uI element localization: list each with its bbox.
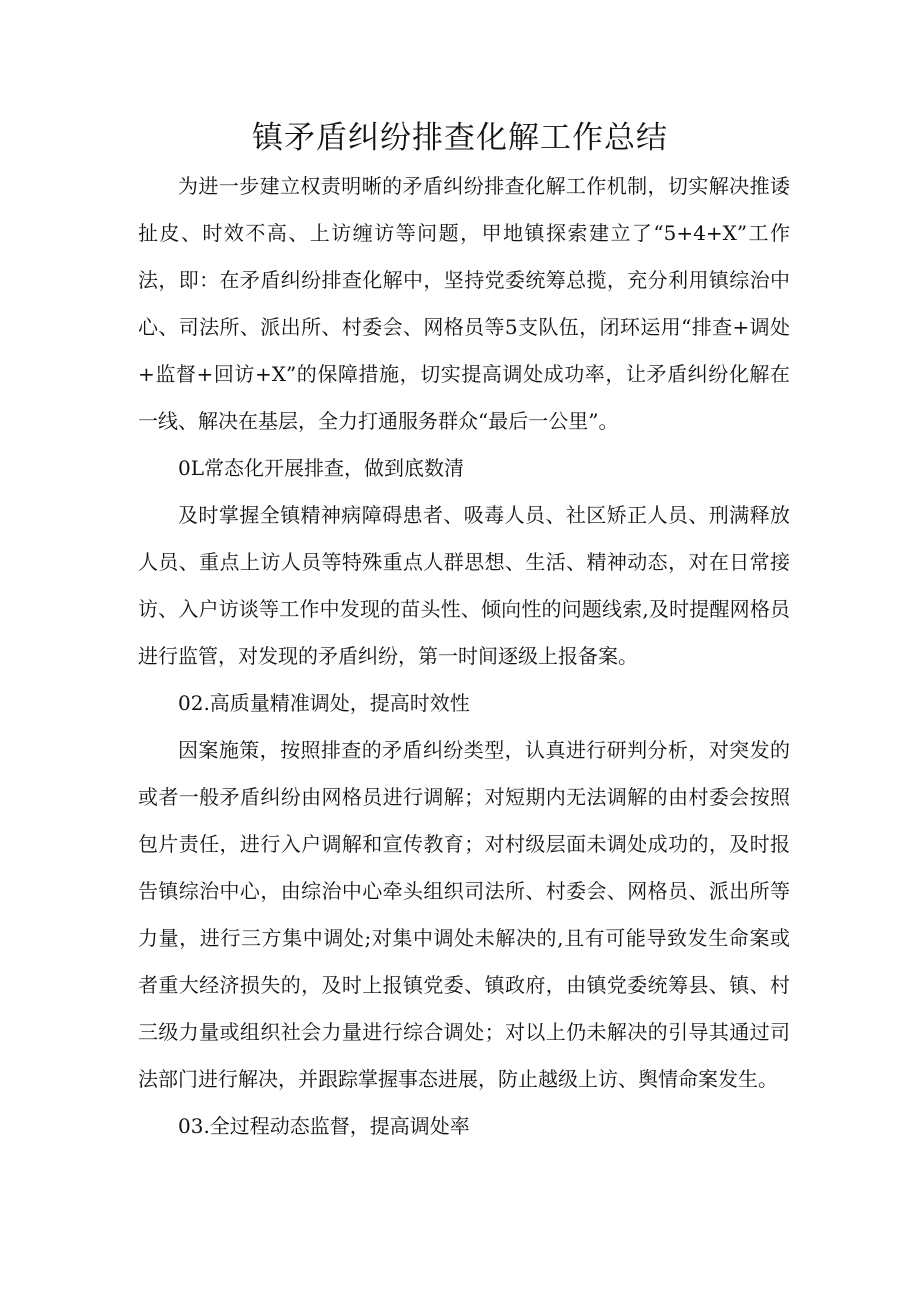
document-body xyxy=(138,163,790,1150)
section-2-paragraph: 因案施策，按照排查的矛盾纠纷类型，认真进行研判分析，对突发的或者一般矛盾纠纷由网格员进行调解；对短期内无法调解的由村委会按照包片责任，进行入户调解和宣传教育；对村级层面未调处成功的，及时报告镇综治中心，由综治中心牵头组织司法所、村委会、网格员、派出所等力量，进行三方集中调处;对集中调处未解决的,且有可能导致发生命案或者重大经济损失的，及时上报镇党委、镇政府，由镇党委统筹县、镇、村三级力量或组织社会力量进行综合调处；对以上仍未解决的引导其通过司法部门进行解决，并跟踪掌握事态进展，防止越级上访、舆情命案发生。 xyxy=(138,738,790,1091)
intro-paragraph: 为进一步建立权责明晰的矛盾纠纷排查化解工作机制，切实解决推诿扯皮、时效不高、上访缠访等问题，甲地镇探索建立了“5+4+X”工作法，即：在矛盾纠纷排查化解中，坚持党委统筹总揽，充分利用镇综治中心、司法所、派出所、村委会、网格员等5支队伍，闭环运用“排查+调处+监督+回访+X”的保障措施，切实提高调处成功率，让矛盾纠纷化解在一线、解决在基层，全力打通服务群众“最后一公里”。 xyxy=(138,174,790,433)
section-1-heading: 0L常态化开展排查，做到底数清 xyxy=(178,456,465,480)
document-title: 镇矛盾纠纷排查化解工作总结 xyxy=(252,120,668,156)
section-2-heading: 02.高质量精准调处，提高时效性 xyxy=(178,691,470,715)
section-1-paragraph: 及时掌握全镇精神病障碍患者、吸毒人员、社区矫正人员、刑满释放人员、重点上访人员等特殊重点人群思想、生活、精神动态，对在日常接访、入户访谈等工作中发现的苗头性、倾向性的问题线索,及时提醒网格员进行监管，对发现的矛盾纠纷，第一时间逐级上报备案。 xyxy=(138,503,790,668)
section-3-heading: 03.全过程动态监督，提高调处率 xyxy=(178,1114,470,1138)
